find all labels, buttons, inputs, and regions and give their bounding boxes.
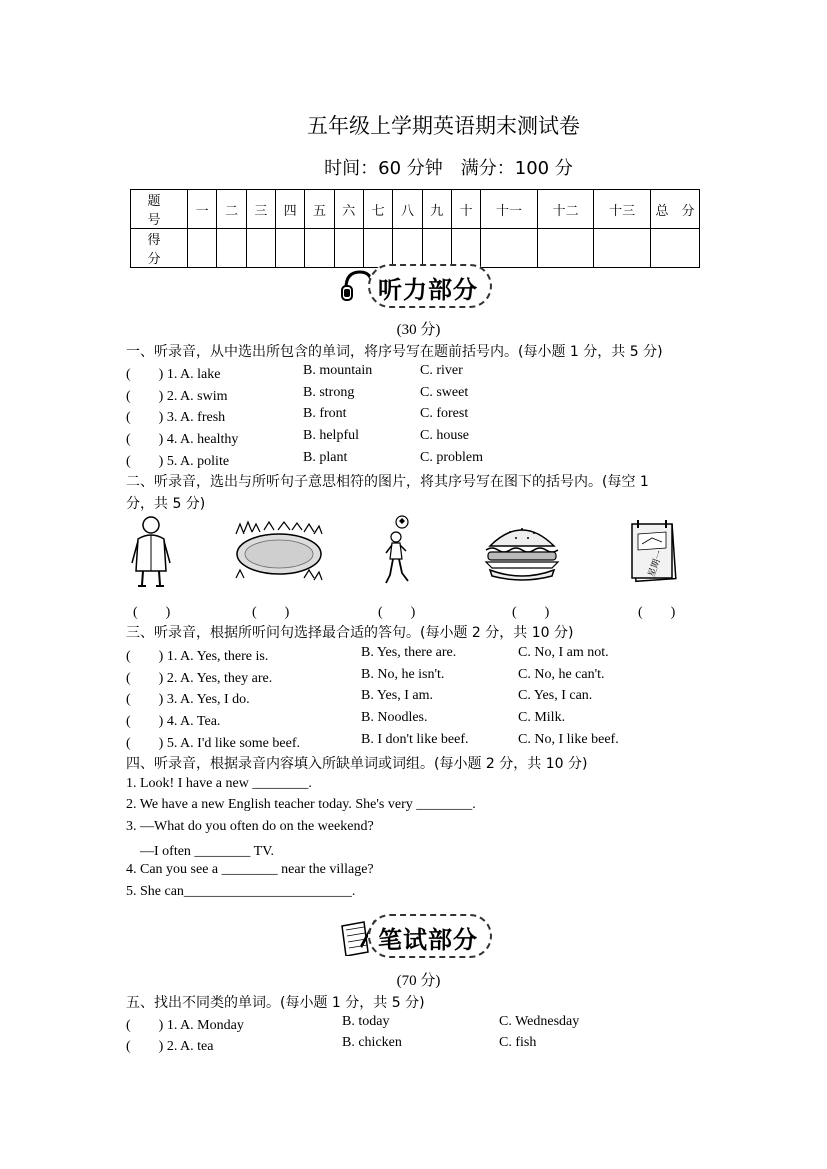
score-col: 三 xyxy=(246,190,275,229)
score-cell[interactable] xyxy=(651,229,700,268)
score-col: 一 xyxy=(188,190,217,229)
option-b: B. mountain xyxy=(303,363,373,378)
score-col: 五 xyxy=(305,190,334,229)
option-b: B. helpful xyxy=(303,428,359,443)
section-1-title: 一、听录音，从中选出所包含的单词，将序号写在题前括号内。(每小题 1 分，共 5 分) xyxy=(126,344,663,360)
answer-paren[interactable]: ( ) xyxy=(378,605,416,620)
question-option-a: ( ) 2. A. swim xyxy=(126,389,228,404)
listening-banner-text: 听力部分 xyxy=(378,275,478,304)
listening-banner xyxy=(340,262,490,308)
lake-picture xyxy=(234,520,324,584)
written-points: (70 分) xyxy=(396,973,441,989)
option-c: C. No, I like beef. xyxy=(518,732,619,747)
fill-blank-line: 3. —What do you often do on the weekend? xyxy=(126,819,374,834)
option-b: B. strong xyxy=(303,385,355,400)
written-banner xyxy=(340,912,490,958)
score-cell[interactable] xyxy=(217,229,246,268)
fill-blank-line: 5. She can________________________. xyxy=(126,884,356,899)
score-col: 四 xyxy=(275,190,304,229)
question-option-a: ( ) 2. A. Yes, they are. xyxy=(126,671,273,686)
option-b: B. front xyxy=(303,406,347,421)
option-b: B. today xyxy=(342,1014,390,1029)
option-c: C. Milk. xyxy=(518,710,566,725)
option-c: C. sweet xyxy=(420,385,469,400)
score-cell[interactable] xyxy=(305,229,334,268)
score-table-header-label: 题 号 xyxy=(131,190,188,229)
answer-paren[interactable]: ( ) xyxy=(512,605,550,620)
question-row xyxy=(126,667,746,687)
option-c: C. Yes, I can. xyxy=(518,688,593,703)
calendar-picture xyxy=(630,518,680,584)
calendar-text: 星期一 xyxy=(646,549,666,579)
question-option-a: ( ) 2. A. tea xyxy=(126,1039,214,1054)
question-row xyxy=(126,428,746,448)
score-col: 十一 xyxy=(481,190,538,229)
section-3-title: 三、听录音，根据所听问句选择最合适的答句。(每小题 2 分，共 10 分) xyxy=(126,625,574,641)
section-2-title-line1: 二、听录音，选出与所听句子意思相符的图片，将其序号写在图下的括号内。(每空 1 xyxy=(126,474,649,490)
option-c: C. river xyxy=(420,363,463,378)
score-col: 六 xyxy=(334,190,363,229)
score-col: 七 xyxy=(363,190,392,229)
option-c: C. No, I am not. xyxy=(518,645,609,660)
option-b: B. Yes, there are. xyxy=(361,645,457,660)
question-row xyxy=(126,1014,746,1034)
question-row xyxy=(126,450,746,470)
question-option-a: ( ) 3. A. fresh xyxy=(126,410,226,425)
score-cell[interactable] xyxy=(275,229,304,268)
score-col: 十 xyxy=(451,190,480,229)
score-col: 二 xyxy=(217,190,246,229)
score-cell[interactable] xyxy=(594,229,651,268)
score-table-row-label: 得 分 xyxy=(131,229,188,268)
question-option-a: ( ) 4. A. Tea. xyxy=(126,714,221,729)
section-2-title-line2: 分，共 5 分) xyxy=(126,496,206,512)
question-row xyxy=(126,645,746,665)
score-col: 八 xyxy=(393,190,422,229)
written-banner-text: 笔试部分 xyxy=(378,925,478,954)
option-c: C. forest xyxy=(420,406,469,421)
question-row xyxy=(126,385,746,405)
question-row xyxy=(126,406,746,426)
score-col: 十三 xyxy=(594,190,651,229)
score-table-header-row xyxy=(131,190,700,229)
question-option-a: ( ) 5. A. polite xyxy=(126,454,230,469)
option-c: C. fish xyxy=(499,1035,537,1050)
question-row xyxy=(126,363,746,383)
option-b: B. I don't like beef. xyxy=(361,732,469,747)
option-b: B. Yes, I am. xyxy=(361,688,433,703)
score-col: 九 xyxy=(422,190,451,229)
question-option-a: ( ) 1. A. Yes, there is. xyxy=(126,649,269,664)
question-option-a: ( ) 5. A. I'd like some beef. xyxy=(126,736,300,751)
option-c: C. No, he can't. xyxy=(518,667,605,682)
boy-playing-football-picture xyxy=(384,515,420,589)
option-b: B. No, he isn't. xyxy=(361,667,445,682)
question-row xyxy=(126,732,746,752)
question-option-a: ( ) 1. A. lake xyxy=(126,367,221,382)
question-row xyxy=(126,710,746,730)
fill-blank-line: 1. Look! I have a new ________. xyxy=(126,776,312,791)
option-c: C. problem xyxy=(420,450,483,465)
question-row xyxy=(126,688,746,708)
score-col: 总 分 xyxy=(651,190,700,229)
question-option-a: ( ) 4. A. healthy xyxy=(126,432,239,447)
score-table xyxy=(130,189,700,268)
option-b: B. plant xyxy=(303,450,348,465)
fill-blank-line: 2. We have a new English teacher today. She's very ________. xyxy=(126,797,476,812)
answer-paren[interactable]: ( ) xyxy=(638,605,676,620)
score-cell[interactable] xyxy=(246,229,275,268)
score-cell[interactable] xyxy=(537,229,594,268)
exam-info: 时间：60 分钟 满分：100 分 xyxy=(324,158,573,179)
score-col: 十二 xyxy=(537,190,594,229)
section-4-title: 四、听录音，根据录音内容填入所缺单词或词组。(每小题 2 分，共 10 分) xyxy=(126,756,588,772)
answer-paren[interactable]: ( ) xyxy=(133,605,171,620)
fill-blank-line: 4. Can you see a ________ near the village? xyxy=(126,862,374,877)
hamburger-picture xyxy=(482,520,562,582)
listening-points: (30 分) xyxy=(396,322,441,338)
option-c: C. house xyxy=(420,428,469,443)
old-man-picture xyxy=(128,515,174,589)
page-title: 五年级上学期英语期末测试卷 xyxy=(307,114,580,138)
question-row xyxy=(126,1035,746,1055)
answer-paren[interactable]: ( ) xyxy=(252,605,290,620)
question-option-a: ( ) 1. A. Monday xyxy=(126,1018,244,1033)
fill-blank-line: —I often ________ TV. xyxy=(126,844,275,859)
section-5-title: 五、找出不同类的单词。(每小题 1 分，共 5 分) xyxy=(126,995,425,1011)
option-b: B. chicken xyxy=(342,1035,402,1050)
option-b: B. Noodles. xyxy=(361,710,428,725)
question-option-a: ( ) 3. A. Yes, I do. xyxy=(126,692,250,707)
option-c: C. Wednesday xyxy=(499,1014,580,1029)
